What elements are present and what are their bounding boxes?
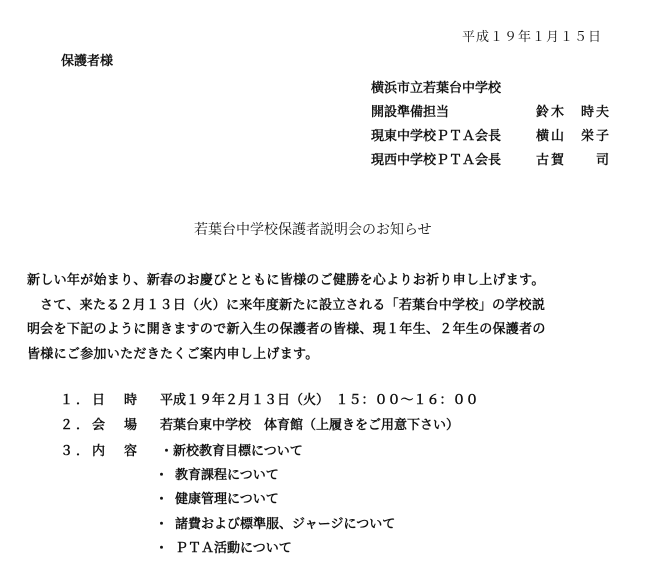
- content-bullet: [155, 537, 292, 556]
- document-date: 平成１９年１月１５日: [462, 30, 603, 45]
- document-title: 若葉台中学校保護者説明会のお知らせ: [194, 222, 432, 238]
- sender-name: 鈴木 時夫: [536, 105, 612, 120]
- schedule-item-date: [60, 389, 479, 408]
- bullet-text: 健康管理について: [175, 492, 279, 507]
- body-line: さて、来たる２月１３日（火）に来年度新たに設立される「若葉台中学校」の学校説: [40, 298, 546, 313]
- sender-row: [371, 125, 611, 144]
- item-label: １．日 時: [60, 393, 141, 408]
- sender-role: 現東中学校ＰＴＡ会長: [371, 129, 502, 144]
- sender-row: [371, 149, 611, 168]
- content-bullet: [155, 464, 279, 483]
- bullet-text: 教育課程について: [175, 468, 279, 483]
- body-line: 明会を下記のように開きますので新入生の保護者の皆様、現１年生、２年生の保護者の: [27, 322, 546, 337]
- content-bullet: [155, 488, 279, 507]
- bullet-text: 諸費および標準服、ジャージについて: [175, 517, 396, 532]
- sender-name: 古賀 司: [536, 153, 612, 168]
- bullet-mark: ・: [155, 517, 169, 532]
- bullet-mark: ・: [155, 468, 169, 483]
- sender-row: [371, 101, 611, 120]
- bullet-mark: ・: [155, 541, 169, 556]
- bullet-text: ＰＴＡ活動について: [175, 541, 292, 556]
- recipient: 保護者様: [61, 54, 114, 69]
- schedule-item-venue: [60, 414, 459, 433]
- item-label: ３．内 容: [60, 444, 141, 459]
- item-content: ・新校教育目標について: [160, 444, 303, 459]
- body-line: 新しい年が始まり、新春のお慶びとともに皆様のご健勝を心よりお祈り申し上げます。: [27, 273, 545, 288]
- item-label: ２．会 場: [60, 418, 141, 433]
- sender-role: 現西中学校ＰＴＡ会長: [371, 153, 502, 168]
- body-line: 皆様にご参加いただきたくご案内申し上げます。: [27, 347, 319, 362]
- content-bullet: [155, 513, 395, 532]
- schedule-item-content: [60, 440, 303, 459]
- sender-organization: 横浜市立若葉台中学校: [371, 81, 502, 96]
- item-content: 若葉台東中学校 体育館（上履きをご用意下さい）: [160, 418, 460, 433]
- sender-name: 横山 栄子: [536, 129, 612, 144]
- bullet-mark: ・: [155, 492, 169, 507]
- sender-role: 開設準備担当: [371, 105, 450, 120]
- item-content: 平成１９年２月１３日（火） １５：００～１６：００: [160, 393, 479, 408]
